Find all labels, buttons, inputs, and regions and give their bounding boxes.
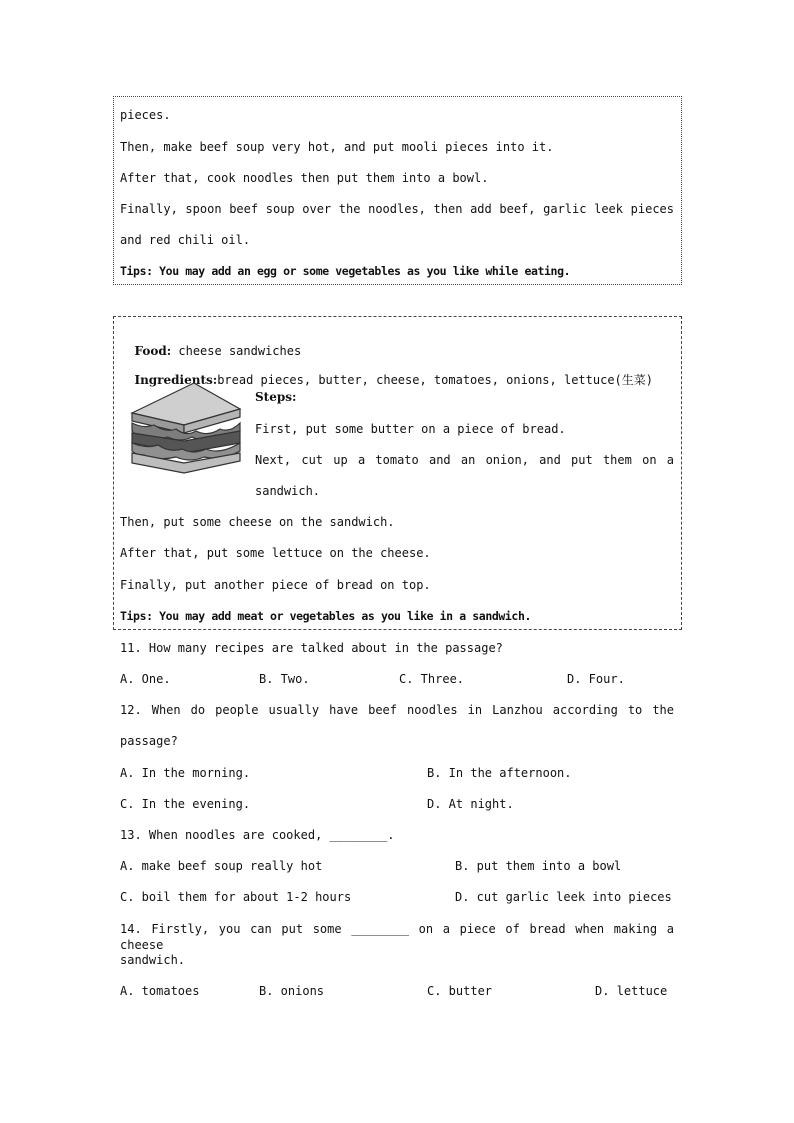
q13-option-a[interactable]: A. make beef soup really hot	[120, 859, 323, 873]
step-5: Finally, put another piece of bread on top.	[120, 578, 431, 592]
q12-option-b[interactable]: B. In the afternoon.	[427, 766, 572, 780]
box1-tips: Tips: You may add an egg or some vegetables as you like while eating.	[120, 264, 571, 278]
question-14: 14. Firstly, you can put some ________ on a piece of bread when making a cheese	[120, 922, 674, 952]
q14-option-d[interactable]: D. lettuce	[595, 984, 668, 998]
box1-line-1: pieces.	[120, 108, 171, 122]
q13-option-b[interactable]: B. put them into a bowl	[455, 859, 622, 873]
q14-option-b[interactable]: B. onions	[259, 984, 325, 998]
step-2: Next, cut up a tomato and an onion, and put them on a	[255, 453, 674, 467]
q11-option-c[interactable]: C. Three.	[399, 672, 465, 686]
steps-label: Steps:	[255, 390, 297, 404]
q11-option-d[interactable]: D. Four.	[567, 672, 625, 686]
step-1: First, put some butter on a piece of bread.	[255, 422, 566, 436]
step-2-cont: sandwich.	[255, 484, 321, 498]
food-label: Food:	[134, 344, 172, 358]
q12-option-d[interactable]: D. At night.	[427, 797, 514, 811]
q14-option-c[interactable]: C. butter	[427, 984, 493, 998]
ingredients-label: Ingredients:	[134, 373, 218, 387]
food-value: cheese sandwiches	[171, 344, 302, 358]
box1-line-2: Then, make beef soup very hot, and put mooli pieces into it.	[120, 140, 554, 154]
step-4: After that, put some lettuce on the cheese.	[120, 546, 431, 560]
box1-line-5: and red chili oil.	[120, 233, 251, 247]
q11-option-a[interactable]: A. One.	[120, 672, 171, 686]
q13-option-d[interactable]: D. cut garlic leek into pieces	[455, 890, 672, 904]
ingredients-value: bread pieces, butter, cheese, tomatoes, onions, lettuce(生菜)	[217, 373, 653, 387]
sandwich-illustration	[124, 379, 246, 477]
step-3: Then, put some cheese on the sandwich.	[120, 515, 395, 529]
q13-option-c[interactable]: C. boil them for about 1-2 hours	[120, 890, 352, 904]
food-line	[120, 327, 301, 359]
box2-tips: Tips: You may add meat or vegetables as you like in a sandwich.	[120, 609, 531, 623]
q12-option-c[interactable]: C. In the evening.	[120, 797, 251, 811]
q14-option-a[interactable]: A. tomatoes	[120, 984, 200, 998]
question-14-cont: sandwich.	[120, 953, 186, 967]
recipe-box-beef-noodles	[113, 96, 682, 285]
question-13: 13. When noodles are cooked, ________.	[120, 828, 395, 842]
box1-line-4: Finally, spoon beef soup over the noodles, then add beef, garlic leek pieces	[120, 202, 674, 216]
box1-line-3: After that, cook noodles then put them into a bowl.	[120, 171, 489, 185]
q11-option-b[interactable]: B. Two.	[259, 672, 310, 686]
question-12-cont: passage?	[120, 734, 178, 748]
question-11: 11. How many recipes are talked about in the passage?	[120, 641, 503, 655]
question-12: 12. When do people usually have beef noodles in Lanzhou according to the	[120, 703, 674, 717]
q12-option-a[interactable]: A. In the morning.	[120, 766, 251, 780]
